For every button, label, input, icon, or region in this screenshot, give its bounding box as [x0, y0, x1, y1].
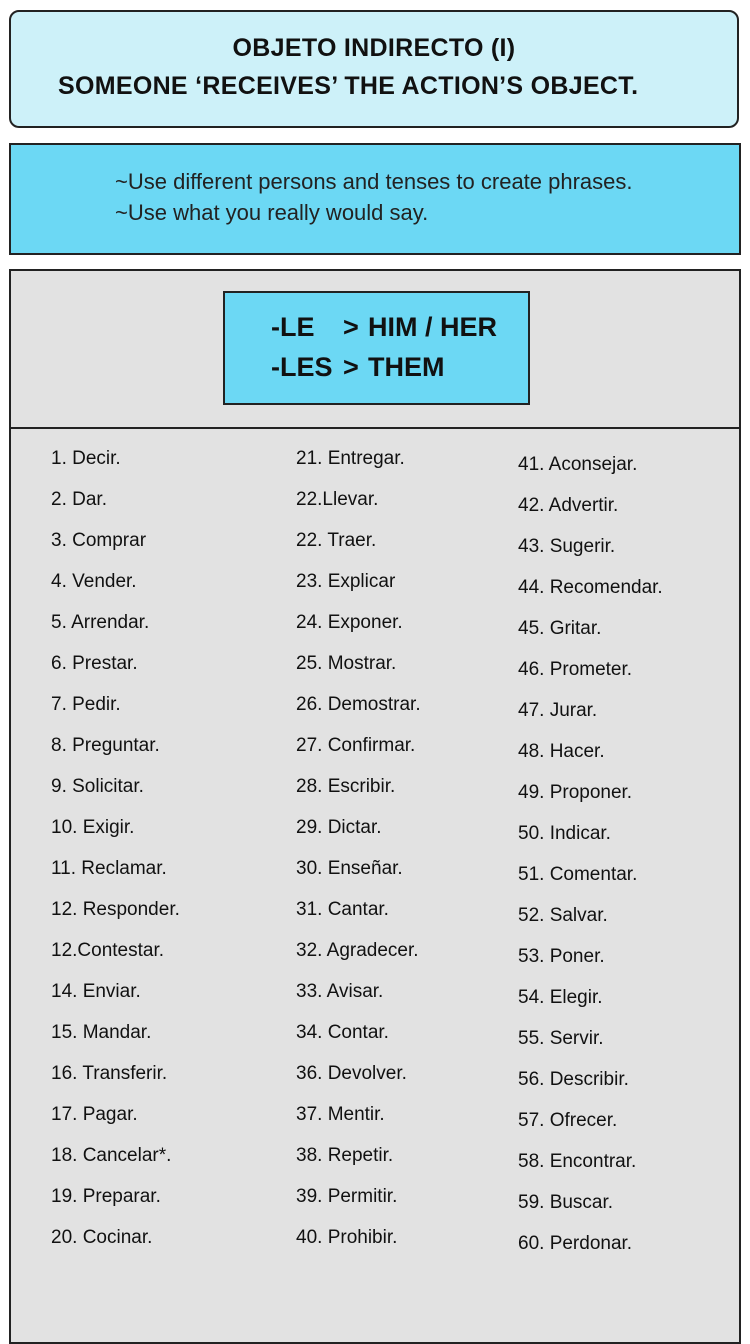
- verb-item: 29. Dictar.: [296, 817, 382, 838]
- verb-item: 31. Cantar.: [296, 899, 389, 920]
- verb-item: 40. Prohibir.: [296, 1227, 398, 1248]
- verb-item: 36. Devolver.: [296, 1063, 407, 1084]
- verb-item: 14. Enviar.: [51, 981, 141, 1002]
- verb-item: 16. Transferir.: [51, 1063, 168, 1084]
- pronoun-legend: [223, 291, 530, 405]
- verb-item: 57. Ofrecer.: [518, 1110, 618, 1131]
- verb-item: 42. Advertir.: [518, 495, 619, 516]
- pronoun-meaning: THEM: [368, 352, 445, 382]
- verb-item: 59. Buscar.: [518, 1192, 614, 1213]
- verb-item: 37. Mentir.: [296, 1104, 385, 1125]
- instructions-panel: [9, 143, 741, 255]
- title-card: [9, 10, 739, 128]
- verb-item: 25. Mostrar.: [296, 653, 397, 674]
- verb-item: 2. Dar.: [51, 489, 107, 510]
- verb-item: 58. Encontrar.: [518, 1151, 637, 1172]
- verb-item: 8. Preguntar.: [51, 735, 160, 756]
- verb-item: 22. Traer.: [296, 530, 377, 551]
- verb-item: 46. Prometer.: [518, 659, 633, 680]
- verb-item: 27. Confirmar.: [296, 735, 416, 756]
- verb-item: 49. Proponer.: [518, 782, 633, 803]
- verb-item: 48. Hacer.: [518, 741, 605, 762]
- verb-item: 10. Exigir.: [51, 817, 135, 838]
- verb-item: 34. Contar.: [296, 1022, 389, 1043]
- verb-item: 21. Entregar.: [296, 448, 405, 469]
- verb-item: 39. Permitir.: [296, 1186, 398, 1207]
- verb-item: 6. Prestar.: [51, 653, 138, 674]
- verb-item: 18. Cancelar*.: [51, 1145, 172, 1166]
- section-divider: [11, 427, 739, 429]
- verb-item: 17. Pagar.: [51, 1104, 138, 1125]
- verb-item: 5. Arrendar.: [51, 612, 150, 633]
- verb-item: 20. Cocinar.: [51, 1227, 153, 1248]
- arrow-symbol: >: [343, 352, 359, 382]
- verb-item: 23. Explicar: [296, 571, 396, 592]
- arrow-symbol: >: [343, 312, 359, 342]
- verb-item: 12.Contestar.: [51, 940, 165, 961]
- pronoun-label: -LE: [271, 312, 315, 342]
- page-title: OBJETO INDIRECTO (I): [232, 34, 516, 62]
- verb-item: 33. Avisar.: [296, 981, 384, 1002]
- pronoun-row-les: [271, 352, 445, 383]
- pronoun-row-le: [271, 312, 497, 343]
- verb-item: 45. Gritar.: [518, 618, 602, 639]
- instruction-line: ~Use different persons and tenses to create phrases.: [115, 169, 633, 194]
- verb-item: 50. Indicar.: [518, 823, 611, 844]
- verb-item: 1. Decir.: [51, 448, 121, 469]
- verb-item: 4. Vender.: [51, 571, 137, 592]
- instruction-line: ~Use what you really would say.: [115, 200, 429, 225]
- verb-item: 51. Comentar.: [518, 864, 638, 885]
- verb-item: 9. Solicitar.: [51, 776, 144, 797]
- pronoun-meaning: HIM / HER: [368, 312, 498, 342]
- verb-list-panel: [9, 269, 741, 1344]
- verb-item: 41. Aconsejar.: [518, 454, 638, 475]
- verb-item: 11. Reclamar.: [51, 858, 167, 879]
- pronoun-label: -LES: [271, 352, 333, 382]
- verb-item: 43. Sugerir.: [518, 536, 616, 557]
- verb-item: 53. Poner.: [518, 946, 605, 967]
- verb-item: 22.Llevar.: [296, 489, 379, 510]
- verb-item: 24. Exponer.: [296, 612, 403, 633]
- verb-item: 47. Jurar.: [518, 700, 598, 721]
- verb-item: 32. Agradecer.: [296, 940, 419, 961]
- verb-item: 3. Comprar: [51, 530, 147, 551]
- verb-item: 38. Repetir.: [296, 1145, 394, 1166]
- verb-item: 15. Mandar.: [51, 1022, 152, 1043]
- verb-item: 54. Elegir.: [518, 987, 603, 1008]
- verb-item: 55. Servir.: [518, 1028, 604, 1049]
- verb-item: 26. Demostrar.: [296, 694, 421, 715]
- verb-item: 7. Pedir.: [51, 694, 121, 715]
- verb-item: 30. Enseñar.: [296, 858, 403, 879]
- verb-item: 56. Describir.: [518, 1069, 629, 1090]
- verb-item: 52. Salvar.: [518, 905, 608, 926]
- verb-item: 44. Recomendar.: [518, 577, 663, 598]
- verb-item: 12. Responder.: [51, 899, 180, 920]
- verb-item: 60. Perdonar.: [518, 1233, 633, 1254]
- page-subtitle: SOMEONE ‘RECEIVES’ THE ACTION’S OBJECT.: [58, 72, 639, 100]
- verb-item: 28. Escribir.: [296, 776, 396, 797]
- verb-item: 19. Preparar.: [51, 1186, 161, 1207]
